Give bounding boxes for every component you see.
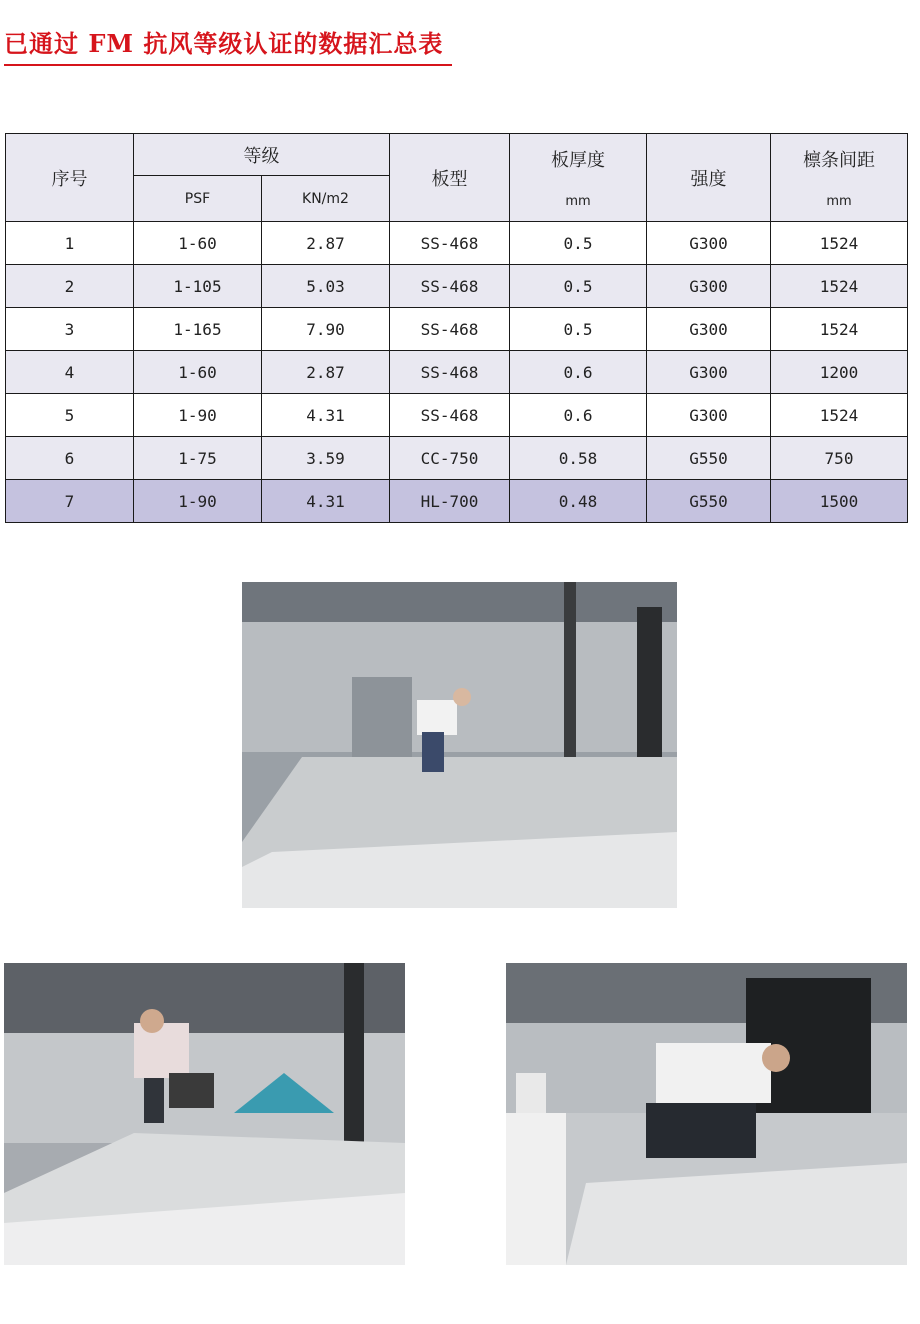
cell-index: 2 [6, 265, 134, 308]
title-underline [4, 64, 452, 66]
header-thickness [510, 134, 647, 222]
cell-thickness: 0.5 [510, 265, 647, 308]
cell-psf: 1-105 [134, 265, 262, 308]
cell-panel: CC-750 [390, 437, 510, 480]
roof-test-photo-right [506, 963, 907, 1265]
fm-rating-table [5, 133, 908, 523]
cell-psf: 1-60 [134, 351, 262, 394]
cell-strength: G550 [647, 437, 771, 480]
cell-panel: SS-468 [390, 394, 510, 437]
cell-purlin: 1524 [771, 308, 908, 351]
cell-strength: G300 [647, 265, 771, 308]
cell-index: 5 [6, 394, 134, 437]
cell-panel: SS-468 [390, 222, 510, 265]
cell-purlin: 1524 [771, 265, 908, 308]
header-grade: 等级 [134, 134, 390, 176]
header-purlin-label: 檩条间距 [803, 150, 875, 171]
cell-knm2: 2.87 [262, 222, 390, 265]
table-row [6, 351, 908, 394]
header-psf: PSF [134, 176, 262, 222]
table-row [6, 480, 908, 523]
cell-thickness: 0.58 [510, 437, 647, 480]
cell-thickness: 0.6 [510, 351, 647, 394]
cell-strength: G300 [647, 308, 771, 351]
cell-panel: SS-468 [390, 351, 510, 394]
header-thickness-unit: mm [565, 194, 591, 209]
cell-panel: HL-700 [390, 480, 510, 523]
table-row [6, 437, 908, 480]
cell-knm2: 4.31 [262, 480, 390, 523]
cell-strength: G550 [647, 480, 771, 523]
cell-psf: 1-90 [134, 394, 262, 437]
table-row [6, 265, 908, 308]
cell-index: 1 [6, 222, 134, 265]
cell-strength: G300 [647, 222, 771, 265]
cell-purlin: 1524 [771, 222, 908, 265]
roof-test-photo-left [4, 963, 405, 1265]
header-strength: 强度 [647, 134, 771, 222]
cell-strength: G300 [647, 351, 771, 394]
cell-knm2: 2.87 [262, 351, 390, 394]
cell-psf: 1-90 [134, 480, 262, 523]
cell-purlin: 750 [771, 437, 908, 480]
cell-purlin: 1500 [771, 480, 908, 523]
header-panel: 板型 [390, 134, 510, 222]
cell-index: 7 [6, 480, 134, 523]
cell-purlin: 1524 [771, 394, 908, 437]
table-row [6, 308, 908, 351]
header-purlin-unit: mm [826, 194, 852, 209]
header-index: 序号 [6, 134, 134, 222]
cell-thickness: 0.5 [510, 308, 647, 351]
roof-test-photo-main [242, 582, 677, 908]
cell-knm2: 5.03 [262, 265, 390, 308]
table-row [6, 394, 908, 437]
cell-thickness: 0.6 [510, 394, 647, 437]
cell-thickness: 0.48 [510, 480, 647, 523]
cell-index: 3 [6, 308, 134, 351]
cell-knm2: 4.31 [262, 394, 390, 437]
header-knm2: KN/m2 [262, 176, 390, 222]
cell-knm2: 3.59 [262, 437, 390, 480]
cell-knm2: 7.90 [262, 308, 390, 351]
cell-panel: SS-468 [390, 308, 510, 351]
table-row [6, 222, 908, 265]
cell-psf: 1-165 [134, 308, 262, 351]
cell-purlin: 1200 [771, 351, 908, 394]
cell-index: 6 [6, 437, 134, 480]
header-purlin [771, 134, 908, 222]
cell-psf: 1-60 [134, 222, 262, 265]
header-thickness-label: 板厚度 [551, 150, 605, 171]
cell-psf: 1-75 [134, 437, 262, 480]
cell-index: 4 [6, 351, 134, 394]
cell-thickness: 0.5 [510, 222, 647, 265]
cell-strength: G300 [647, 394, 771, 437]
page-title: 已通过 FM 抗风等级认证的数据汇总表 [4, 29, 444, 58]
cell-panel: SS-468 [390, 265, 510, 308]
